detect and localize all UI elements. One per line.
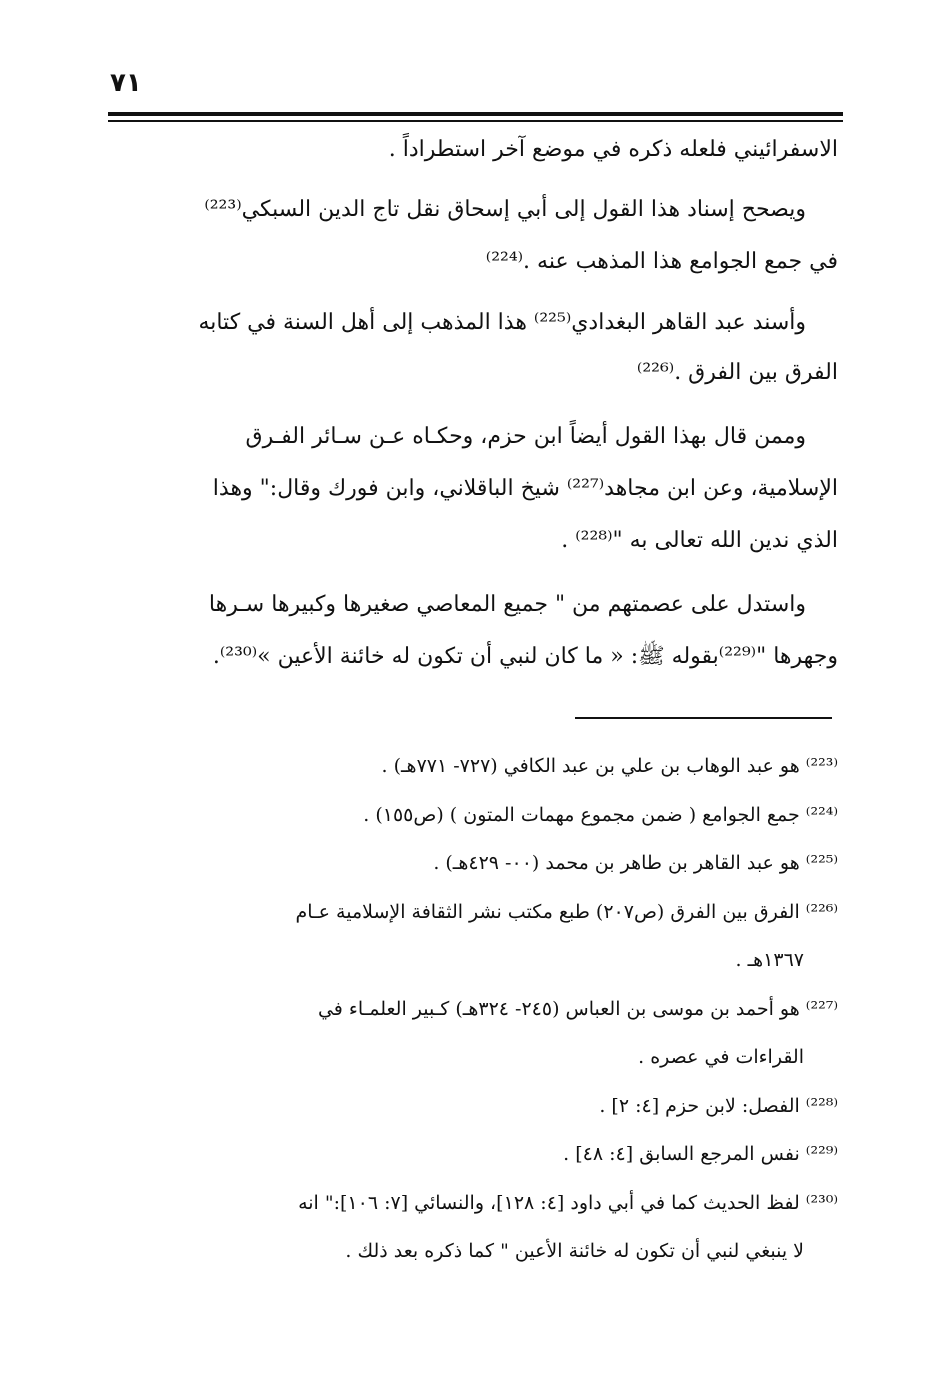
footnote-line: القراءات في عصره .	[638, 1046, 804, 1068]
page-number: ٧١	[110, 68, 142, 98]
footnote-line: لا ينبغي لنبي أن تكون له خائنة الأعين " كما ذكره بعد ذلك .	[345, 1240, 804, 1262]
footnote-line: ⁽²³⁰⁾ لفظ الحديث كما في أبي داود [٤: ١٢٨]، والنسائي [٧: ١٠٦]:" انه	[298, 1192, 838, 1214]
body-line: الفرق بين الفرق .⁽²²⁶⁾	[636, 360, 838, 385]
body-line: الذي ندين الله تعالى به "⁽²²⁸⁾ .	[561, 528, 838, 553]
body-line: وأسند عبد القاهر البغدادي⁽²²⁵⁾ هذا المذهب إلى أهل السنة في كتابه	[198, 310, 806, 335]
body-line: ويصحح إسناد هذا القول إلى أبي إسحاق نقل تاج الدين السبكي⁽²²³⁾	[204, 197, 806, 222]
header-rule-thick	[108, 112, 843, 116]
body-line: واستدل على عصمتهم من " جميع المعاصي صغيرها وكبيرها سـرها	[208, 592, 806, 617]
footnote-line: ⁽²²³⁾ هو عبد الوهاب بن علي بن عبد الكافي (٧٢٧- ٧٧١هـ) .	[381, 755, 838, 777]
footnote-line: ⁽²²⁶⁾ الفرق بين الفرق (ص٢٠٧) طبع مكتب نشر الثقافة الإسلامية عـام	[295, 901, 838, 923]
footnote-line: ⁽²²⁹⁾ نفس المرجع السابق [٤: ٤٨] .	[563, 1143, 838, 1165]
body-line: الاسفرائيني فلعله ذكره في موضع آخر استطراداً .	[388, 137, 838, 162]
body-line: الإسلامية، وعن ابن مجاهد⁽²²⁷⁾ شيخ الباقلاني، وابن فورك وقال:" وهذا	[212, 476, 838, 501]
footnote-line: ⁽²²⁴⁾ جمع الجوامع ( ضمن مجموع مهمات المتون ) (ص١٥٥) .	[363, 804, 838, 826]
body-line: وممن قال بهذا القول أيضاً ابن حزم، وحكـاه عـن سـائر الفـرق	[245, 424, 806, 449]
footnote-line: ⁽²²⁵⁾ هو عبد القاهر بن طاهر بن محمد (٠٠- ٤٢٩هـ) .	[433, 852, 838, 874]
header-rule-thin	[108, 120, 843, 122]
footnote-separator	[575, 717, 832, 719]
footnote-line: ١٣٦٧هـ .	[735, 949, 804, 971]
footnote-line: ⁽²²⁷⁾ هو أحمد بن موسى بن العباس (٢٤٥- ٣٢٤هـ) كـبير العلمـاء في	[317, 998, 838, 1020]
footnote-line: ⁽²²⁸⁾ الفصل: لابن حزم [٤: ٢] .	[599, 1095, 838, 1117]
body-line: في جمع الجوامع هذا المذهب عنه .⁽²²⁴⁾	[485, 249, 838, 274]
body-line: وجهرها "⁽²²⁹⁾بقوله ﷺ: « ما كان لنبي أن تكون له خائنة الأعين »⁽²³⁰⁾.	[212, 644, 838, 669]
